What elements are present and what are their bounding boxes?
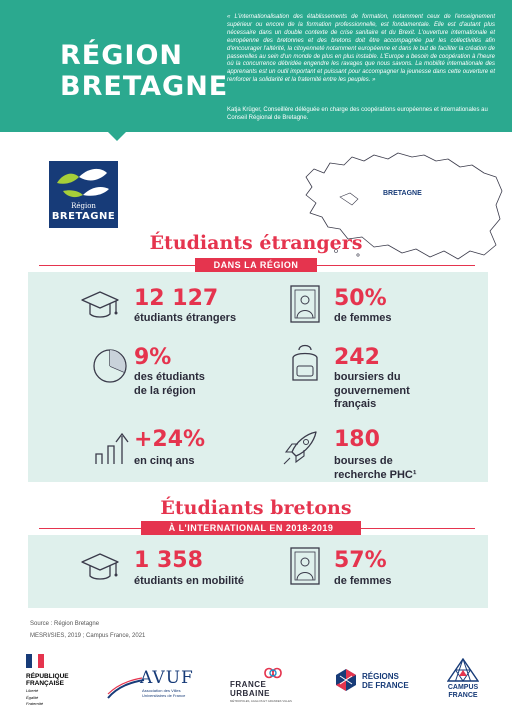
region-title <box>60 40 228 102</box>
rocket-icon <box>280 428 320 468</box>
stat-women-abroad-label: de femmes <box>334 575 392 587</box>
france-urbaine-subtitle: MÉTROPOLES, AGGLOS ET GRANDES VILLES <box>230 699 292 703</box>
region-title-line2: BRETAGNE <box>60 71 229 102</box>
stat-share-label-line: des étudiants <box>134 371 205 383</box>
stat-foreign-students-label: étudiants étrangers <box>134 312 237 324</box>
republique-francaise-logo <box>26 654 96 707</box>
france-urbaine-line2: URBAINE <box>230 689 270 698</box>
source-line-2: MESRI/SIES, 2019 ; Campus France, 2021 <box>30 633 146 639</box>
stat-scholarship-label <box>334 371 410 412</box>
stat-mobility-label: étudiants en mobilité <box>134 575 245 587</box>
section1-title: Étudiants étrangers <box>149 232 363 254</box>
backpack-icon <box>285 342 325 382</box>
marianne-icon <box>26 654 44 668</box>
campus-line1: CAMPUS <box>447 684 479 691</box>
stat-phc-label-line: recherche PHC¹ <box>334 468 417 481</box>
rf-motto-2: Égalité <box>26 694 39 700</box>
section1-tag: DANS LA RÉGION <box>195 258 317 272</box>
regions-line1: RÉGIONS <box>362 672 399 681</box>
stat-scholarship-label-line: français <box>334 398 377 410</box>
avuf-name: AVUF <box>140 668 194 688</box>
triangle-grid-icon <box>447 658 479 682</box>
sources-note <box>30 618 145 642</box>
pie-chart-icon <box>90 346 130 386</box>
avuf-subtitle-line: Association des Villes <box>142 688 181 693</box>
region-title-line1: RÉGION <box>60 40 183 71</box>
map-label: BRETAGNE <box>383 190 422 197</box>
stat-share-label-line: de la région <box>134 384 196 397</box>
graduation-cap-icon <box>80 286 120 326</box>
rf-motto-3: Fraternité <box>26 701 44 706</box>
header-banner <box>0 0 512 132</box>
portrait-icon <box>285 546 325 586</box>
stat-scholarship-number: 242 <box>334 345 380 370</box>
stat-growth-label: en cinq ans <box>134 455 195 467</box>
stat-scholarship-label-line: boursiers du <box>334 371 401 383</box>
source-line-1: Source : Région Bretagne <box>30 621 100 627</box>
stat-phc-label-line: bourses de <box>334 455 393 467</box>
rf-line1: RÉPUBLIQUE <box>26 673 69 680</box>
region-bretagne-logo <box>49 161 118 228</box>
logo-region-text: Région <box>71 202 96 210</box>
stat-phc-number: 180 <box>334 427 380 452</box>
stat-share-label <box>134 371 205 398</box>
stat-growth-number: +24% <box>134 427 206 452</box>
portrait-icon <box>285 284 325 324</box>
section2-tag: À L'INTERNATIONAL EN 2018-2019 <box>141 521 361 535</box>
stat-phc-label <box>334 455 417 482</box>
quote-author: Katja Krüger, Conseillère déléguée en charge des coopérations européennes et internationales au Conseil Régional de Bretagne. <box>227 107 488 121</box>
stat-women-abroad-number: 57% <box>334 548 387 573</box>
logo-bretagne-text: BRETAGNE <box>51 211 116 222</box>
stat-foreign-students-number: 12 127 <box>134 286 219 311</box>
stat-women-label: de femmes <box>334 312 392 324</box>
rf-line2: FRANÇAISE <box>26 680 64 687</box>
stat-scholarship-label-line: gouvernement <box>334 384 410 397</box>
quote-text: « L'internationalisation des établissements de formation, notamment ceux de l'enseignement supérieur ou encore de la formation professionnelle, est fondamentale. Elle est d'autant plus nécessaire dans un double contexte de crise sanitaire et du Brexit. L'ouverture internationale et européenne des bretonnes et des bretons doit être accompagnée par les collectivités afin d'encourager l'altérité, la citoyenneté notamment européenne et dans le but de faciliter la création de passerelles au sein d'un monde de plus en plus instable. L'Europe a besoin de coopération à l'heure où la concurrence débridée engendre les ravages que nous savons. La mobilité internationale des apprenants est un outil important et puissant pour accompagner la jeunesse dans cette ouverture et renforcer la solidarité et la fraternité entre les peuples. » <box>227 14 495 84</box>
leaf-icon <box>49 161 118 203</box>
regions-line2: DE FRANCE <box>362 681 409 690</box>
stat-share-number: 9% <box>134 345 172 370</box>
section2-title: Étudiants bretons <box>160 497 352 519</box>
rf-motto-1: Liberté <box>26 688 39 693</box>
france-urbaine-line1: FRANCE <box>230 680 267 689</box>
avuf-subtitle <box>142 688 185 698</box>
campus-line2: FRANCE <box>448 692 478 699</box>
avuf-subtitle-line: Universitaires de France <box>142 693 186 698</box>
growth-chart-icon <box>92 428 132 468</box>
stat-mobility-number: 1 358 <box>134 548 203 573</box>
graduation-cap-icon <box>80 548 120 588</box>
hexagon-icon <box>334 668 358 692</box>
stat-women-number: 50% <box>334 286 387 311</box>
header-notch <box>107 131 127 141</box>
